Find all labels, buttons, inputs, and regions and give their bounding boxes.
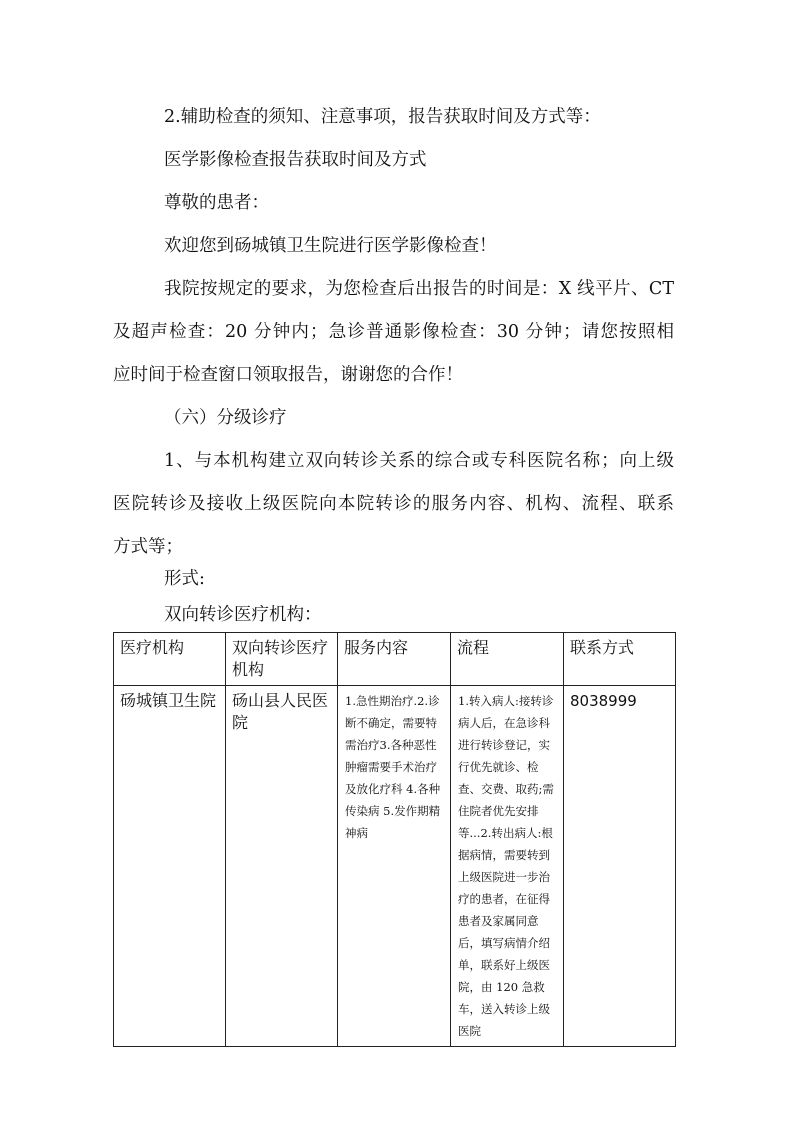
paragraph-salutation: 尊敬的患者： [164,193,269,213]
header-process: 流程 [451,633,564,686]
cell-service-content: 1.急性期治疗.2.诊断不确定，需要特需治疗3.各种恶性肿瘤需要手术治疗及放化疗科 4.各种传染病 5.发作期精神病 [338,686,451,1047]
paragraph-exam-notice-heading: 2.辅助检查的须知、注意事项，报告获取时间及方式等： [164,107,601,127]
paragraph-report-time-line-2: 及超声检查：20 分钟内；急诊普通影像检查：30 分钟；请您按照相 [113,322,674,342]
header-partner-institution: 双向转诊医疗机构 [226,633,338,686]
section-heading-tiered-care: （六）分级诊疗 [164,408,287,428]
table-header-row [114,633,676,686]
paragraph-report-time-title: 医学影像检查报告获取时间及方式 [164,150,427,170]
table-row [114,686,676,1047]
cell-process: 1.转入病人:接转诊病人后，在急诊科进行转诊登记，实行优先就诊、检查、交费、取药;需住院者优先安排等...2.转出病人:根据病情，需要转到上级医院进一步治疗的患者，在征得患者及家属同意后，填写病情介绍单，联系好上级医院，由 120 急救车，送入转诊上级医院 [451,686,564,1047]
referral-table [113,632,676,1047]
header-institution: 医疗机构 [114,633,226,686]
paragraph-table-caption: 双向转诊医疗机构： [164,605,322,625]
paragraph-referral-line-1: 1、与本机构建立双向转诊关系的综合或专科医院名称；向上级 [164,451,674,471]
paragraph-referral-line-2: 医院转诊及接收上级医院向本院转诊的服务内容、机构、流程、联系 [113,494,674,514]
header-service-content: 服务内容 [338,633,451,686]
cell-contact: 8038999 [564,686,676,1047]
paragraph-report-time-line-3: 应时间于检查窗口领取报告，谢谢您的合作！ [113,365,463,385]
paragraph-form-label: 形式: [164,569,205,589]
cell-partner-institution: 砀山县人民医院 [226,686,338,1047]
paragraph-report-time-line-1: 我院按规定的要求，为您检查后出报告的时间是：X 线平片、CT [164,279,674,299]
cell-institution: 砀城镇卫生院 [114,686,226,1047]
paragraph-referral-line-3: 方式等； [113,537,183,557]
paragraph-welcome: 欢迎您到砀城镇卫生院进行医学影像检查！ [164,236,497,256]
header-contact: 联系方式 [564,633,676,686]
